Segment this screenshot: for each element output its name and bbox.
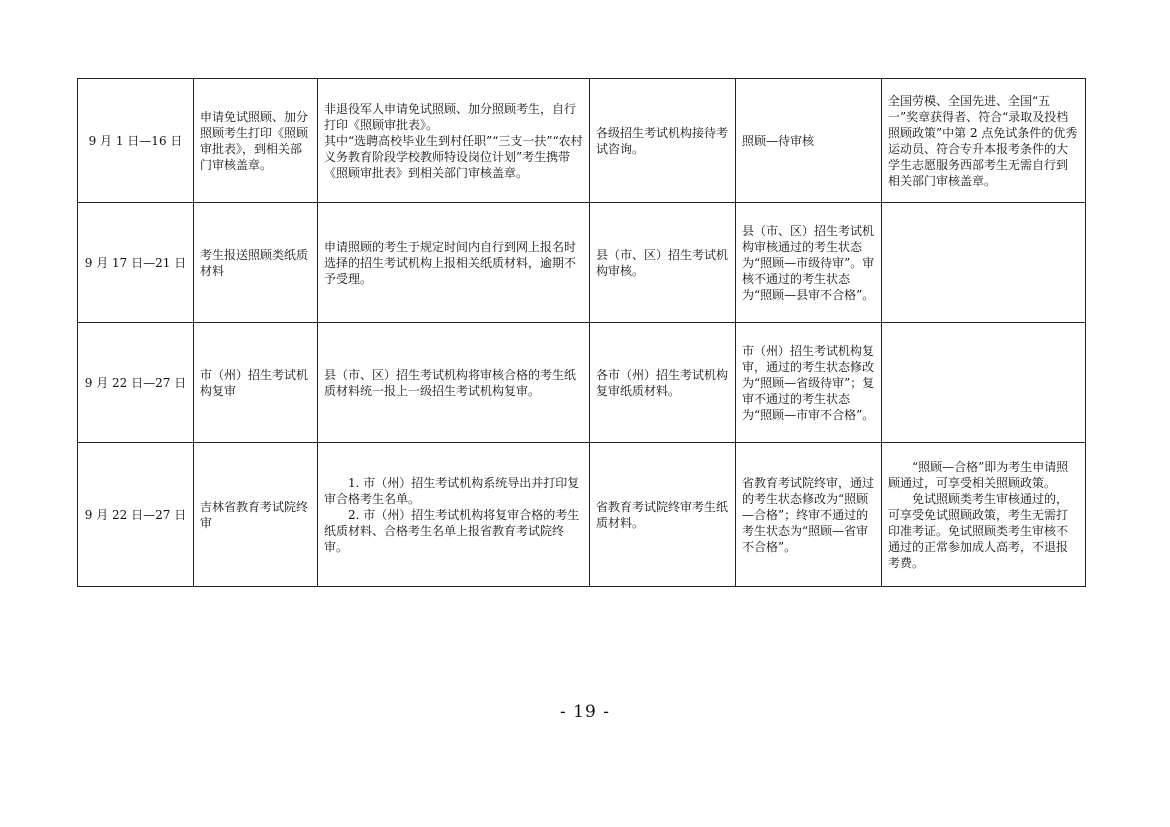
- note-cell: [882, 323, 1086, 443]
- note-cell: 全国劳模、全国先进、全国“五一”奖章获得者、符合“录取及投档照顾政策”中第 2 点免试条件的优秀运动员、符合专升本报考条件的大学生志愿服务西部考生无需自行到相关部门审核盖章。: [882, 79, 1086, 203]
- requirement-cell: 非退役军人申请免试照顾、加分照顾考生，自行打印《照顾审批表》。 其中“选聘高校毕业生到村任职”“三支一扶”“农村义务教育阶段学校教师特设岗位计划”考生携带《照顾审批表》到相关部门审核盖章。: [318, 79, 590, 203]
- stage-cell: 市（州）招生考试机构复审: [194, 323, 318, 443]
- status-cell: 市（州）招生考试机构复审，通过的考生状态修改为“照顾—省级待审”；复审不通过的考生状态为“照顾—市审不合格”。: [736, 323, 882, 443]
- requirement-cell: 申请照顾的考生于规定时间内自行到网上报名时选择的招生考试机构上报相关纸质材料，逾期不予受理。: [318, 203, 590, 323]
- table-row: [78, 443, 1086, 587]
- stage-cell: 申请免试照顾、加分照顾考生打印《照顾审批表》，到相关部门审核盖章。: [194, 79, 318, 203]
- agency-cell: 县（市、区）招生考试机构审核。: [590, 203, 736, 323]
- note-cell: [882, 203, 1086, 323]
- status-cell: 省教育考试院终审，通过的考生状态修改为“照顾—合格”；终审不通过的考生状态为“照顾—省审不合格”。: [736, 443, 882, 587]
- requirement-cell: 1. 市（州）招生考试机构系统导出并打印复审合格考生名单。 2. 市（州）招生考试机构将复审合格的考生纸质材料、合格考生名单上报省教育考试院终审。: [318, 443, 590, 587]
- stage-cell: 吉林省教育考试院终审: [194, 443, 318, 587]
- status-cell: 照顾—待审核: [736, 79, 882, 203]
- agency-cell: 各级招生考试机构接待考试咨询。: [590, 79, 736, 203]
- requirement-cell: 县（市、区）招生考试机构将审核合格的考生纸质材料统一报上一级招生考试机构复审。: [318, 323, 590, 443]
- table-row: [78, 323, 1086, 443]
- agency-cell: 省教育考试院终审考生纸质材料。: [590, 443, 736, 587]
- status-cell: 县（市、区）招生考试机构审核通过的考生状态为“照顾—市级待审”。审核不通过的考生状态为“照顾—县审不合格”。: [736, 203, 882, 323]
- schedule-table: [77, 78, 1086, 587]
- stage-cell: 考生报送照顾类纸质材料: [194, 203, 318, 323]
- note-cell: “照顾—合格”即为考生申请照顾通过，可享受相关照顾政策。 免试照顾类考生审核通过的，可享受免试照顾政策，考生无需打印准考证。免试照顾类考生审核不通过的正常参加成人高考，不退报考费。: [882, 443, 1086, 587]
- page-number: - 19 -: [560, 702, 610, 722]
- table-row: [78, 79, 1086, 203]
- agency-cell: 各市（州）招生考试机构复审纸质材料。: [590, 323, 736, 443]
- table-row: [78, 203, 1086, 323]
- date-cell: 9 月 22 日—27 日: [78, 443, 194, 587]
- date-cell: 9 月 17 日—21 日: [78, 203, 194, 323]
- date-cell: 9 月 22 日—27 日: [78, 323, 194, 443]
- date-cell: 9 月 1 日—16 日: [78, 79, 194, 203]
